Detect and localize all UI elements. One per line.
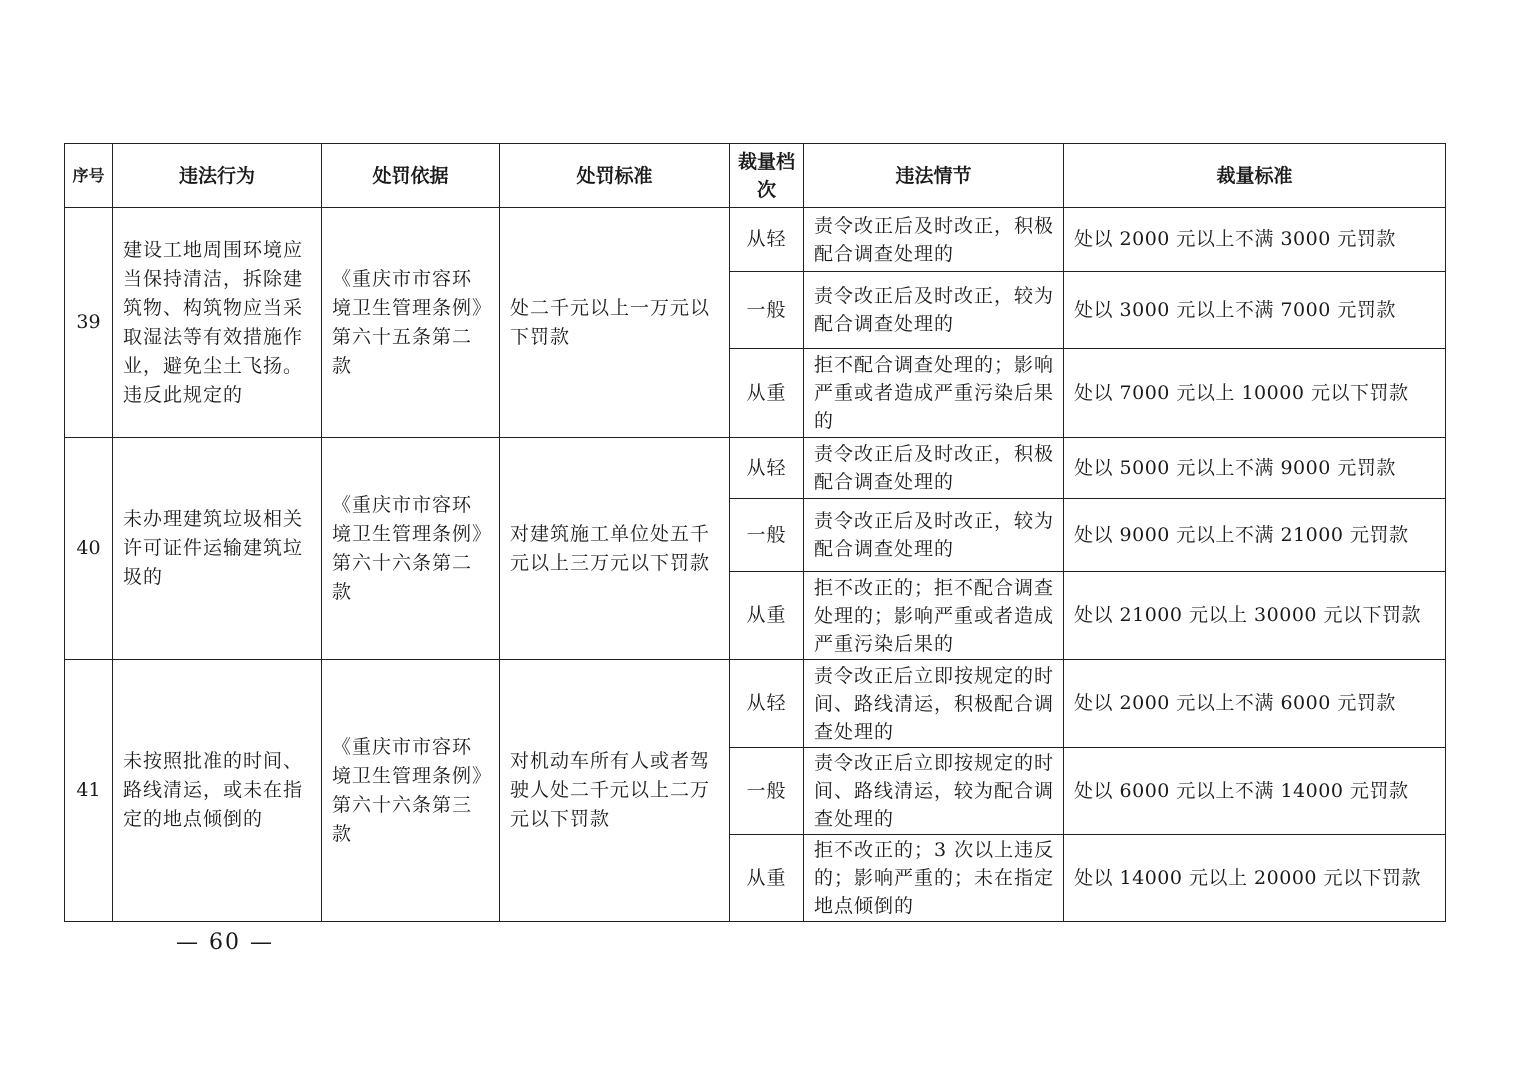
level-label: 从重 [730, 349, 804, 438]
header-standard: 处罚标准 [500, 144, 730, 208]
violation-text: 未办理建筑垃圾相关许可证件运输建筑垃圾的 [113, 438, 322, 660]
item-number: 39 [65, 208, 113, 438]
discretion-text: 处以 9000 元以上不满 21000 元罚款 [1064, 499, 1446, 572]
level-label: 一般 [730, 272, 804, 349]
table-row [65, 660, 1446, 748]
basis-text: 《重庆市市容环境卫生管理条例》第六十六条第二款 [322, 438, 500, 660]
header-violation: 违法行为 [113, 144, 322, 208]
circumstance-text: 责令改正后及时改正，较为配合调查处理的 [804, 499, 1064, 572]
level-label: 从轻 [730, 660, 804, 748]
header-seq: 序号 [65, 144, 113, 208]
circumstance-text: 拒不改正的；3 次以上违反的；影响严重的；未在指定地点倾倒的 [804, 835, 1064, 922]
standard-text: 对机动车所有人或者驾驶人处二千元以上二万元以下罚款 [500, 660, 730, 922]
discretion-text: 处以 2000 元以上不满 3000 元罚款 [1064, 208, 1446, 272]
circumstance-text: 拒不改正的；拒不配合调查处理的；影响严重或者造成严重污染后果的 [804, 572, 1064, 660]
standard-text: 对建筑施工单位处五千元以上三万元以下罚款 [500, 438, 730, 660]
discretion-text: 处以 7000 元以上 10000 元以下罚款 [1064, 349, 1446, 438]
header-level: 裁量档次 [730, 144, 804, 208]
basis-text: 《重庆市市容环境卫生管理条例》第六十六条第三款 [322, 660, 500, 922]
discretion-text: 处以 21000 元以上 30000 元以下罚款 [1064, 572, 1446, 660]
circumstance-text: 责令改正后立即按规定的时间、路线清运，较为配合调查处理的 [804, 748, 1064, 835]
circumstance-text: 拒不配合调查处理的；影响严重或者造成严重污染后果的 [804, 349, 1064, 438]
level-label: 从重 [730, 835, 804, 922]
header-discretion: 裁量标准 [1064, 144, 1446, 208]
level-label: 从轻 [730, 438, 804, 499]
discretion-text: 处以 14000 元以上 20000 元以下罚款 [1064, 835, 1446, 922]
penalty-discretion-table [64, 143, 1446, 922]
violation-text: 建设工地周围环境应当保持清洁，拆除建筑物、构筑物应当采取湿法等有效措施作业，避免尘土飞扬。违反此规定的 [113, 208, 322, 438]
circumstance-text: 责令改正后及时改正，积极配合调查处理的 [804, 208, 1064, 272]
level-label: 一般 [730, 748, 804, 835]
header-circumstance: 违法情节 [804, 144, 1064, 208]
table-row [65, 438, 1446, 499]
table-row [65, 208, 1446, 272]
circumstance-text: 责令改正后及时改正，积极配合调查处理的 [804, 438, 1064, 499]
level-label: 从重 [730, 572, 804, 660]
basis-text: 《重庆市市容环境卫生管理条例》第六十五条第二款 [322, 208, 500, 438]
violation-text: 未按照批准的时间、路线清运，或未在指定的地点倾倒的 [113, 660, 322, 922]
discretion-text: 处以 2000 元以上不满 6000 元罚款 [1064, 660, 1446, 748]
item-number: 41 [65, 660, 113, 922]
standard-text: 处二千元以上一万元以下罚款 [500, 208, 730, 438]
item-number: 40 [65, 438, 113, 660]
discretion-text: 处以 5000 元以上不满 9000 元罚款 [1064, 438, 1446, 499]
page-number: — 60 — [176, 930, 274, 955]
level-label: 从轻 [730, 208, 804, 272]
circumstance-text: 责令改正后及时改正，较为配合调查处理的 [804, 272, 1064, 349]
header-row [65, 144, 1446, 208]
header-basis: 处罚依据 [322, 144, 500, 208]
circumstance-text: 责令改正后立即按规定的时间、路线清运，积极配合调查处理的 [804, 660, 1064, 748]
discretion-text: 处以 3000 元以上不满 7000 元罚款 [1064, 272, 1446, 349]
level-label: 一般 [730, 499, 804, 572]
discretion-text: 处以 6000 元以上不满 14000 元罚款 [1064, 748, 1446, 835]
